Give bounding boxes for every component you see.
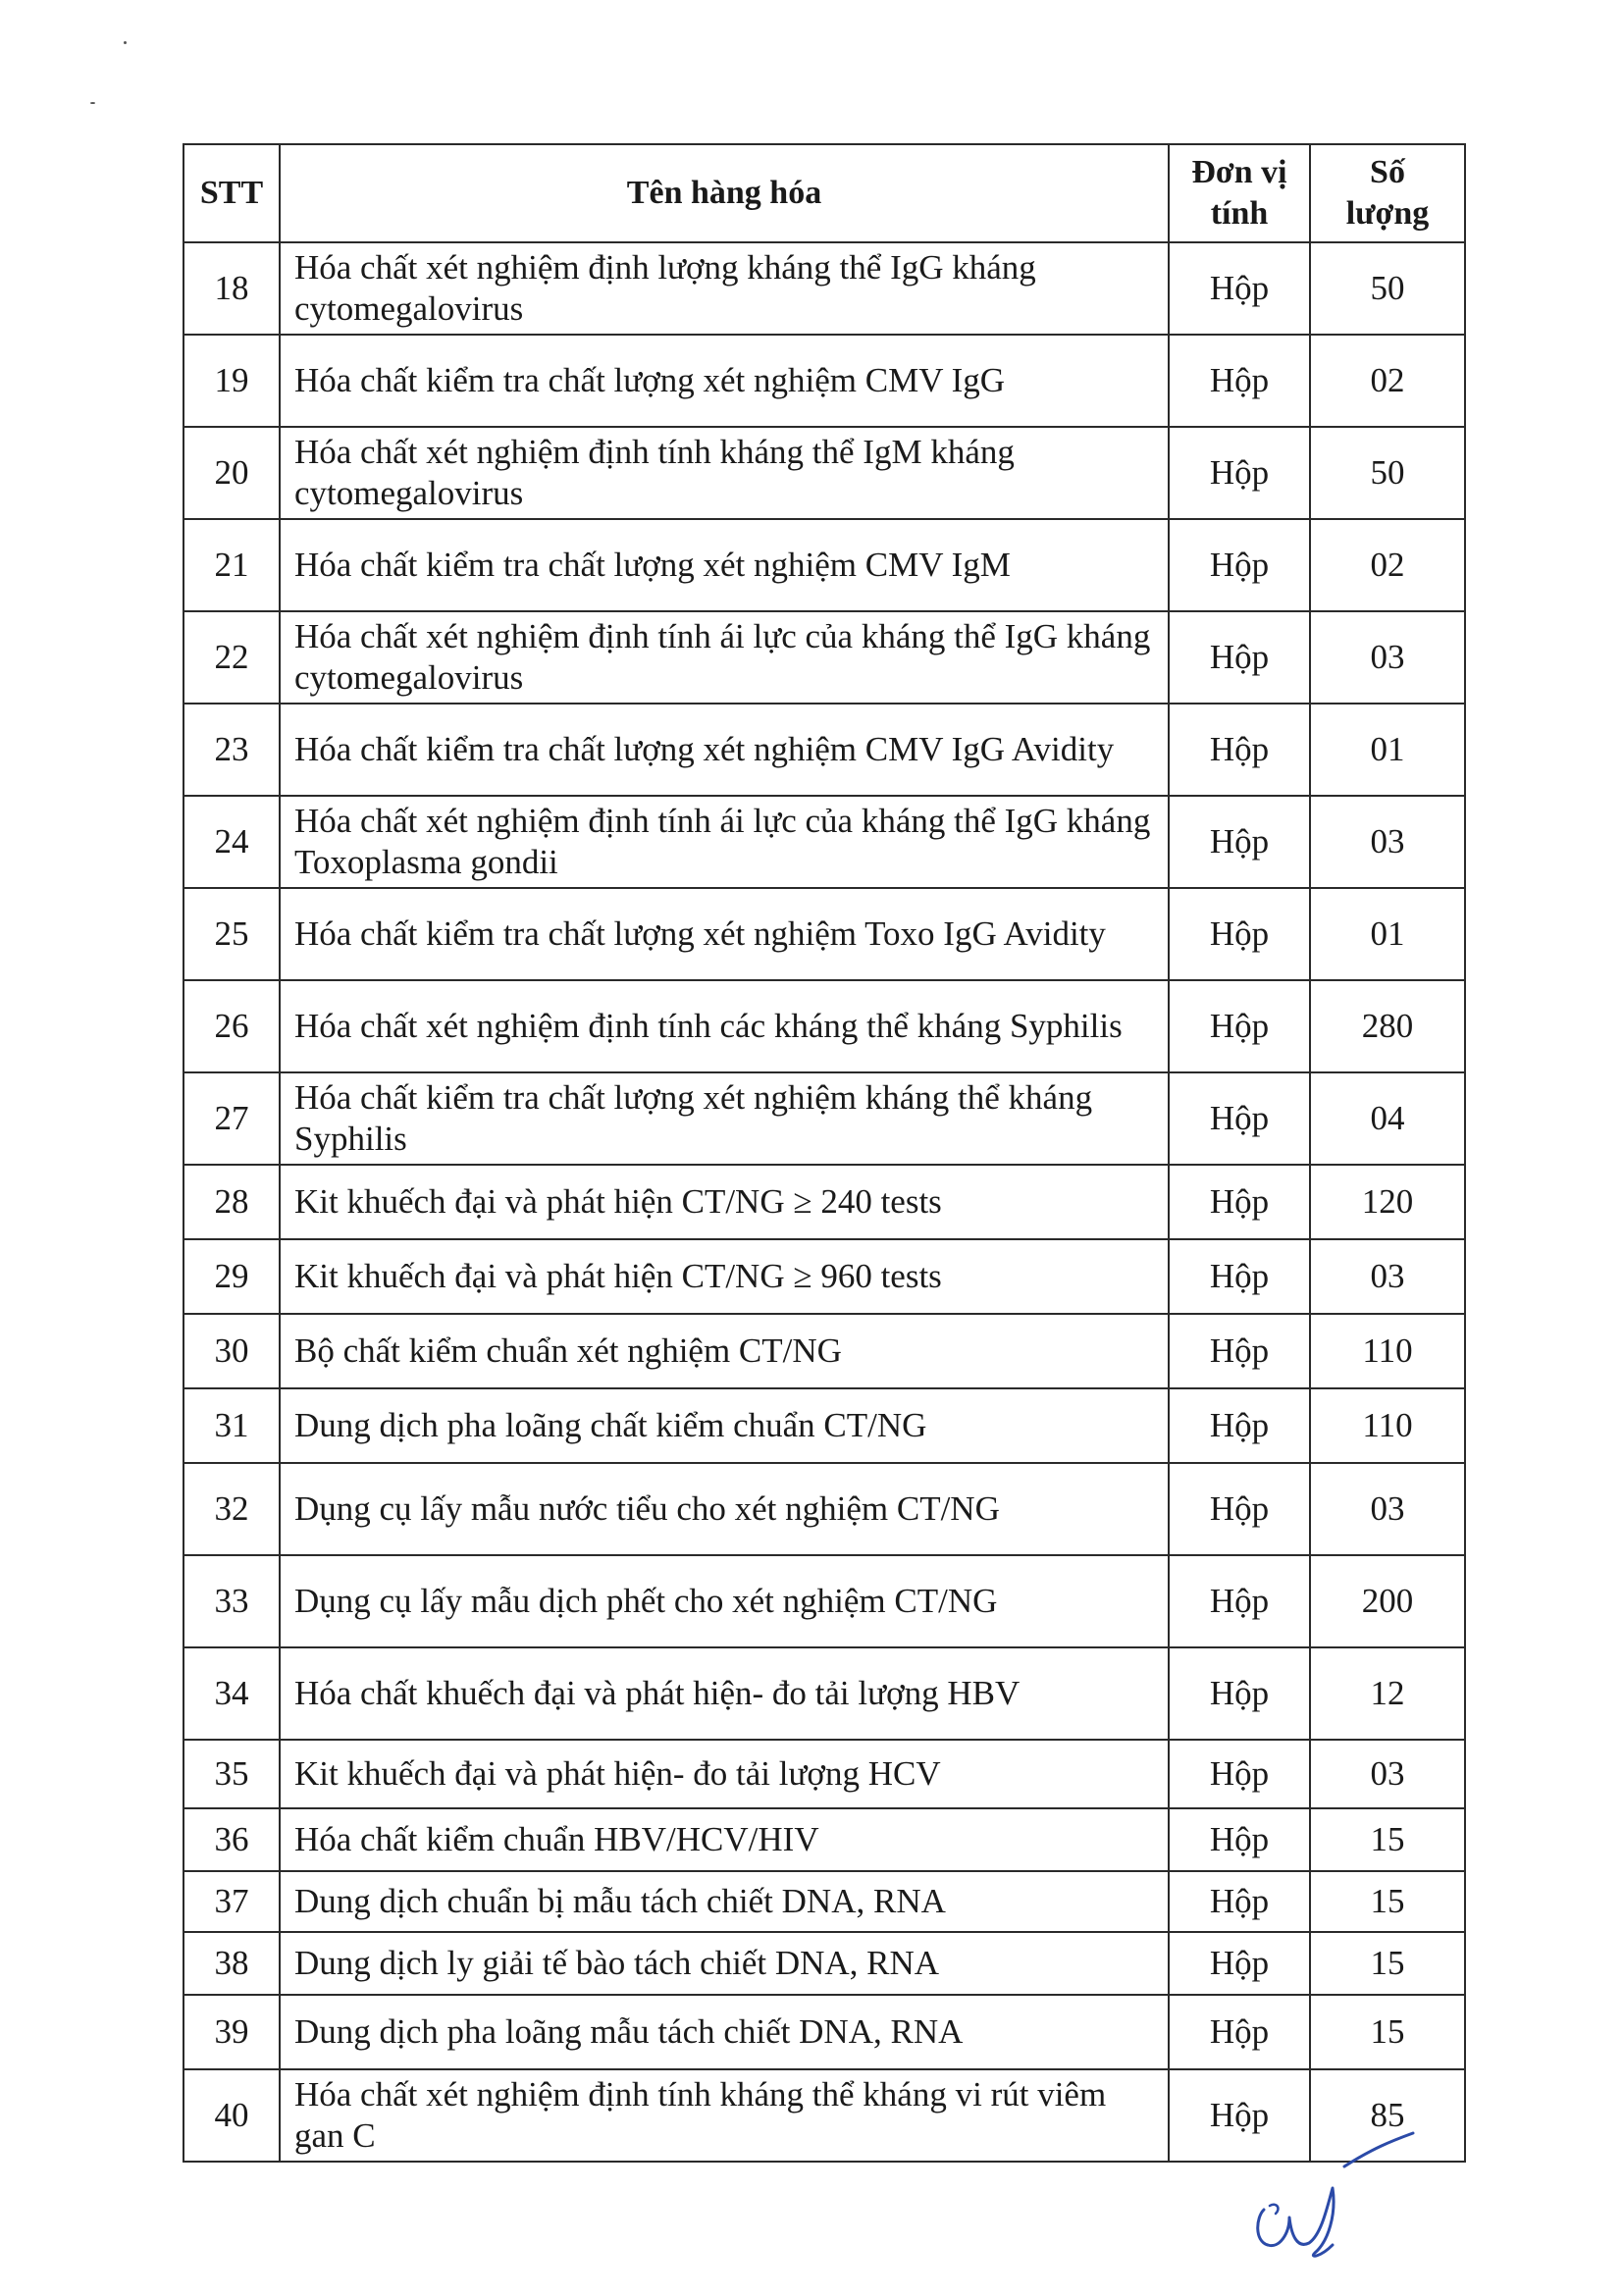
row-quantity: 01: [1310, 704, 1465, 796]
row-unit: Hộp: [1169, 611, 1310, 704]
header-qty-line1: Số: [1370, 154, 1405, 190]
row-item-name: Hóa chất kiểm tra chất lượng xét nghiệm CMV IgM: [280, 519, 1169, 611]
row-item-name: Hóa chất xét nghiệm định tính ái lực của kháng thể IgG kháng cytomegalovirus: [280, 611, 1169, 704]
row-unit: Hộp: [1169, 1239, 1310, 1314]
row-item-name: Hóa chất xét nghiệm định tính kháng thể IgM kháng cytomegalovirus: [280, 427, 1169, 519]
header-qty: [1310, 144, 1465, 242]
row-stt: 20: [183, 427, 280, 519]
row-stt: 18: [183, 242, 280, 335]
table-row: [183, 1647, 1465, 1740]
row-item-name: Dung dịch pha loãng chất kiểm chuẩn CT/NG: [280, 1388, 1169, 1463]
table-row: [183, 1314, 1465, 1388]
row-stt: 33: [183, 1555, 280, 1647]
row-item-name: Hóa chất xét nghiệm định tính kháng thể kháng vi rút viêm gan C: [280, 2069, 1169, 2162]
row-stt: 38: [183, 1932, 280, 1995]
row-unit: Hộp: [1169, 1995, 1310, 2069]
table-row: [183, 796, 1465, 888]
table-row: [183, 1871, 1465, 1932]
row-quantity: 110: [1310, 1388, 1465, 1463]
row-stt: 21: [183, 519, 280, 611]
header-name: Tên hàng hóa: [280, 144, 1169, 242]
row-quantity: 120: [1310, 1165, 1465, 1239]
row-stt: 29: [183, 1239, 280, 1314]
row-stt: 30: [183, 1314, 280, 1388]
row-item-name: Kit khuếch đại và phát hiện- đo tải lượng HCV: [280, 1740, 1169, 1808]
row-unit: Hộp: [1169, 1388, 1310, 1463]
row-item-name: Hóa chất xét nghiệm định lượng kháng thể IgG kháng cytomegalovirus: [280, 242, 1169, 335]
row-stt: 34: [183, 1647, 280, 1740]
row-unit: Hộp: [1169, 1808, 1310, 1871]
row-item-name: Hóa chất khuếch đại và phát hiện- đo tải lượng HBV: [280, 1647, 1169, 1740]
row-stt: 28: [183, 1165, 280, 1239]
table-row: [183, 1555, 1465, 1647]
row-quantity: 03: [1310, 1463, 1465, 1555]
row-unit: Hộp: [1169, 704, 1310, 796]
header-unit-line2: tính: [1210, 195, 1269, 232]
row-unit: Hộp: [1169, 242, 1310, 335]
row-quantity: 03: [1310, 1239, 1465, 1314]
row-item-name: Dụng cụ lấy mẫu nước tiểu cho xét nghiệm CT/NG: [280, 1463, 1169, 1555]
row-item-name: Hóa chất kiểm chuẩn HBV/HCV/HIV: [280, 1808, 1169, 1871]
row-quantity: 15: [1310, 1995, 1465, 2069]
scan-speck: [90, 102, 95, 104]
row-unit: Hộp: [1169, 519, 1310, 611]
table-row: [183, 611, 1465, 704]
header-unit-line1: Đơn vị: [1191, 154, 1287, 190]
row-unit: Hộp: [1169, 1463, 1310, 1555]
row-item-name: Dụng cụ lấy mẫu dịch phết cho xét nghiệm CT/NG: [280, 1555, 1169, 1647]
row-item-name: Bộ chất kiểm chuẩn xét nghiệm CT/NG: [280, 1314, 1169, 1388]
table-body: [183, 242, 1465, 2162]
table-row: [183, 704, 1465, 796]
header-qty-line2: lượng: [1345, 195, 1430, 232]
row-quantity: 03: [1310, 796, 1465, 888]
table-row: [183, 335, 1465, 427]
row-quantity: 110: [1310, 1314, 1465, 1388]
row-stt: 36: [183, 1808, 280, 1871]
row-stt: 23: [183, 704, 280, 796]
row-item-name: Hóa chất xét nghiệm định tính các kháng thể kháng Syphilis: [280, 980, 1169, 1072]
row-unit: Hộp: [1169, 2069, 1310, 2162]
header-unit: [1169, 144, 1310, 242]
row-stt: 32: [183, 1463, 280, 1555]
row-unit: Hộp: [1169, 1165, 1310, 1239]
row-stt: 24: [183, 796, 280, 888]
handwritten-signature: [1246, 2119, 1423, 2267]
row-unit: Hộp: [1169, 1555, 1310, 1647]
row-stt: 22: [183, 611, 280, 704]
table-row: [183, 1239, 1465, 1314]
table-row: [183, 519, 1465, 611]
row-unit: Hộp: [1169, 1740, 1310, 1808]
row-quantity: 03: [1310, 1740, 1465, 1808]
table-row: [183, 980, 1465, 1072]
row-item-name: Hóa chất xét nghiệm định tính ái lực của kháng thể IgG kháng Toxoplasma gondii: [280, 796, 1169, 888]
table-row: [183, 1932, 1465, 1995]
row-unit: Hộp: [1169, 1072, 1310, 1165]
row-item-name: Kit khuếch đại và phát hiện CT/NG ≥ 960 tests: [280, 1239, 1169, 1314]
row-unit: Hộp: [1169, 1871, 1310, 1932]
row-quantity: 02: [1310, 335, 1465, 427]
row-item-name: Dung dịch pha loãng mẫu tách chiết DNA, RNA: [280, 1995, 1169, 2069]
row-stt: 35: [183, 1740, 280, 1808]
scan-speck: [124, 41, 127, 44]
row-quantity: 12: [1310, 1647, 1465, 1740]
row-unit: Hộp: [1169, 1314, 1310, 1388]
row-item-name: Hóa chất kiểm tra chất lượng xét nghiệm CMV IgG Avidity: [280, 704, 1169, 796]
table-row: [183, 427, 1465, 519]
table-row: [183, 888, 1465, 980]
table-header-row: [183, 144, 1465, 242]
row-stt: 27: [183, 1072, 280, 1165]
row-stt: 31: [183, 1388, 280, 1463]
row-quantity: 85: [1310, 2069, 1465, 2162]
row-item-name: Kit khuếch đại và phát hiện CT/NG ≥ 240 tests: [280, 1165, 1169, 1239]
table-row: [183, 1463, 1465, 1555]
row-quantity: 200: [1310, 1555, 1465, 1647]
row-quantity: 03: [1310, 611, 1465, 704]
row-stt: 37: [183, 1871, 280, 1932]
row-quantity: 15: [1310, 1808, 1465, 1871]
header-stt: STT: [183, 144, 280, 242]
row-quantity: 01: [1310, 888, 1465, 980]
table-row: [183, 1995, 1465, 2069]
table-row: [183, 1165, 1465, 1239]
row-item-name: Hóa chất kiểm tra chất lượng xét nghiệm kháng thể kháng Syphilis: [280, 1072, 1169, 1165]
row-unit: Hộp: [1169, 335, 1310, 427]
row-item-name: Hóa chất kiểm tra chất lượng xét nghiệm CMV IgG: [280, 335, 1169, 427]
row-quantity: 50: [1310, 427, 1465, 519]
goods-table: [183, 143, 1466, 2163]
row-stt: 39: [183, 1995, 280, 2069]
table-row: [183, 1388, 1465, 1463]
row-quantity: 280: [1310, 980, 1465, 1072]
row-quantity: 04: [1310, 1072, 1465, 1165]
row-unit: Hộp: [1169, 796, 1310, 888]
table-row: [183, 1740, 1465, 1808]
row-unit: Hộp: [1169, 427, 1310, 519]
row-quantity: 15: [1310, 1932, 1465, 1995]
table-row: [183, 1072, 1465, 1165]
row-unit: Hộp: [1169, 888, 1310, 980]
row-item-name: Dung dịch ly giải tế bào tách chiết DNA, RNA: [280, 1932, 1169, 1995]
row-stt: 25: [183, 888, 280, 980]
row-item-name: Hóa chất kiểm tra chất lượng xét nghiệm Toxo IgG Avidity: [280, 888, 1169, 980]
row-stt: 26: [183, 980, 280, 1072]
row-item-name: Dung dịch chuẩn bị mẫu tách chiết DNA, RNA: [280, 1871, 1169, 1932]
row-unit: Hộp: [1169, 1647, 1310, 1740]
row-unit: Hộp: [1169, 980, 1310, 1072]
row-unit: Hộp: [1169, 1932, 1310, 1995]
table-row: [183, 1808, 1465, 1871]
row-stt: 40: [183, 2069, 280, 2162]
row-quantity: 50: [1310, 242, 1465, 335]
row-stt: 19: [183, 335, 280, 427]
row-quantity: 02: [1310, 519, 1465, 611]
table-row: [183, 242, 1465, 335]
row-quantity: 15: [1310, 1871, 1465, 1932]
